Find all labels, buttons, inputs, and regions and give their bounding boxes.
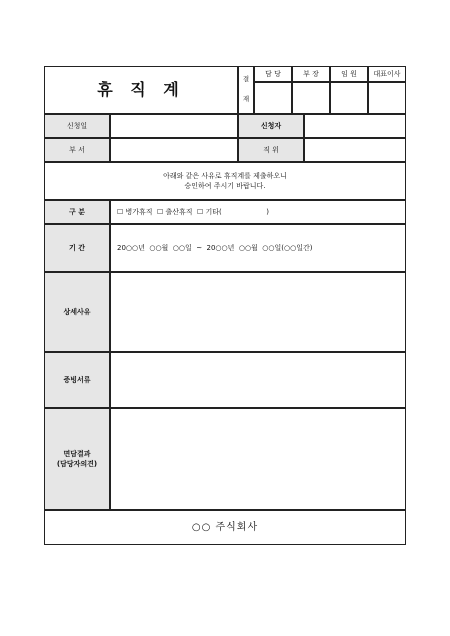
statement-text (44, 162, 406, 200)
department-field[interactable] (110, 138, 238, 162)
position-label: 직 위 (238, 138, 304, 162)
reason-label: 상세사유 (44, 272, 110, 352)
apply-date-label: 신청일 (44, 114, 110, 138)
approval-sign-executive[interactable] (330, 82, 368, 114)
approval-role-staff: 담 당 (254, 66, 292, 82)
reason-field[interactable] (110, 272, 406, 352)
approval-label (238, 66, 254, 114)
approval-sign-ceo[interactable] (368, 82, 406, 114)
applicant-field[interactable] (304, 114, 406, 138)
approval-sign-manager[interactable] (292, 82, 330, 114)
consult-label-line-1: 면담결과 (63, 449, 91, 458)
consult-label (44, 408, 110, 510)
documents-field[interactable] (110, 352, 406, 408)
category-label: 구 분 (44, 200, 110, 224)
approval-role-ceo: 대표이사 (368, 66, 406, 82)
applicant-label: 신청자 (238, 114, 304, 138)
consult-field[interactable] (110, 408, 406, 510)
position-field[interactable] (304, 138, 406, 162)
approval-label-top: 결 (242, 75, 250, 84)
form-title: 휴 직 계 (44, 66, 238, 114)
statement-line-1: 아래와 같은 사유로 휴직계를 제출하오니 (163, 171, 287, 180)
company-name: ○○ 주식회사 (44, 510, 406, 545)
leave-application-form (44, 66, 406, 545)
approval-sign-staff[interactable] (254, 82, 292, 114)
apply-date-field[interactable] (110, 114, 238, 138)
period-field[interactable]: 20○○년 ○○월 ○○일 ~ 20○○년 ○○월 ○○일(○○일간) (110, 224, 406, 272)
documents-label: 증빙서류 (44, 352, 110, 408)
period-label: 기 간 (44, 224, 110, 272)
approval-label-bottom: 재 (242, 95, 250, 103)
approval-role-executive: 임 원 (330, 66, 368, 82)
category-options[interactable]: ☐ 병가휴직 ☐ 출산휴직 ☐ 기타( ) (110, 200, 406, 224)
department-label: 부 서 (44, 138, 110, 162)
statement-line-2: 승인하여 주시기 바랍니다. (184, 182, 266, 190)
approval-role-manager: 부 장 (292, 66, 330, 82)
consult-label-line-2: (담당자의견) (56, 460, 98, 468)
